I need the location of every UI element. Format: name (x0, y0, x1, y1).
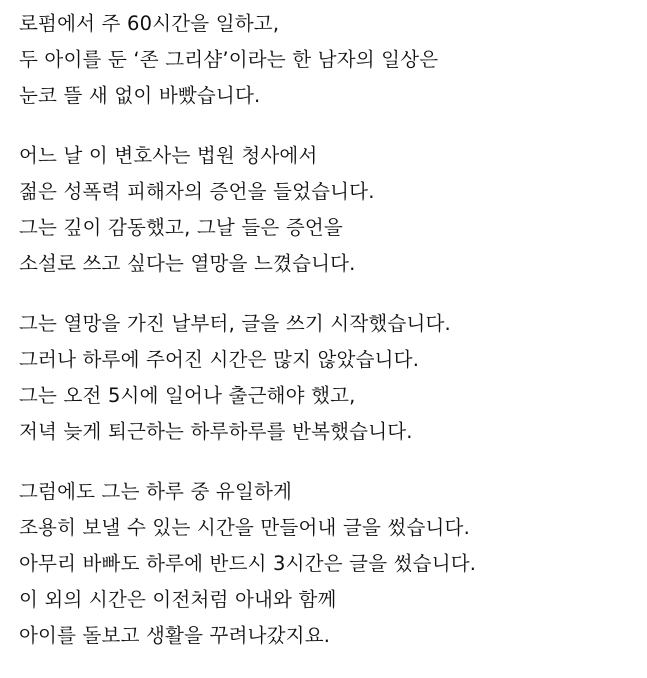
text-line: 소설로 쓰고 싶다는 열망을 느꼈습니다. (19, 252, 356, 275)
text-line: 저녁 늦게 퇴근하는 하루하루를 반복했습니다. (19, 420, 413, 443)
paragraph-3 (19, 306, 639, 450)
paragraph-1 (19, 6, 639, 114)
text-line: 조용히 보낼 수 있는 시간을 만들어내 글을 썼습니다. (19, 516, 470, 539)
text-line: 그러나 하루에 주어진 시간은 많지 않았습니다. (19, 348, 420, 371)
text-line: 어느 날 이 변호사는 법원 청사에서 (19, 144, 318, 167)
text-line: 아무리 바빠도 하루에 반드시 3시간은 글을 썼습니다. (19, 552, 477, 575)
text-line: 그럼에도 그는 하루 중 유일하게 (19, 480, 293, 503)
text-line: 이 외의 시간은 이전처럼 아내와 함께 (19, 588, 337, 611)
text-line: 두 아이를 둔 ‘존 그리샴’이라는 한 남자의 일상은 (19, 48, 439, 71)
text-line: 로펌에서 주 60시간을 일하고, (19, 12, 280, 35)
text-line: 젊은 성폭력 피해자의 증언을 들었습니다. (19, 180, 375, 203)
text-line: 그는 열망을 가진 날부터, 글을 쓰기 시작했습니다. (19, 312, 451, 335)
text-line: 그는 오전 5시에 일어나 출근해야 했고, (19, 384, 356, 407)
text-line: 아이를 돌보고 생활을 꾸려나갔지요. (19, 624, 331, 647)
text-line: 눈코 뜰 새 없이 바빴습니다. (19, 84, 261, 107)
paragraph-2 (19, 138, 639, 282)
document-body (19, 6, 639, 678)
paragraph-4 (19, 474, 639, 654)
text-line: 그는 깊이 감동했고, 그날 들은 증언을 (19, 216, 343, 239)
